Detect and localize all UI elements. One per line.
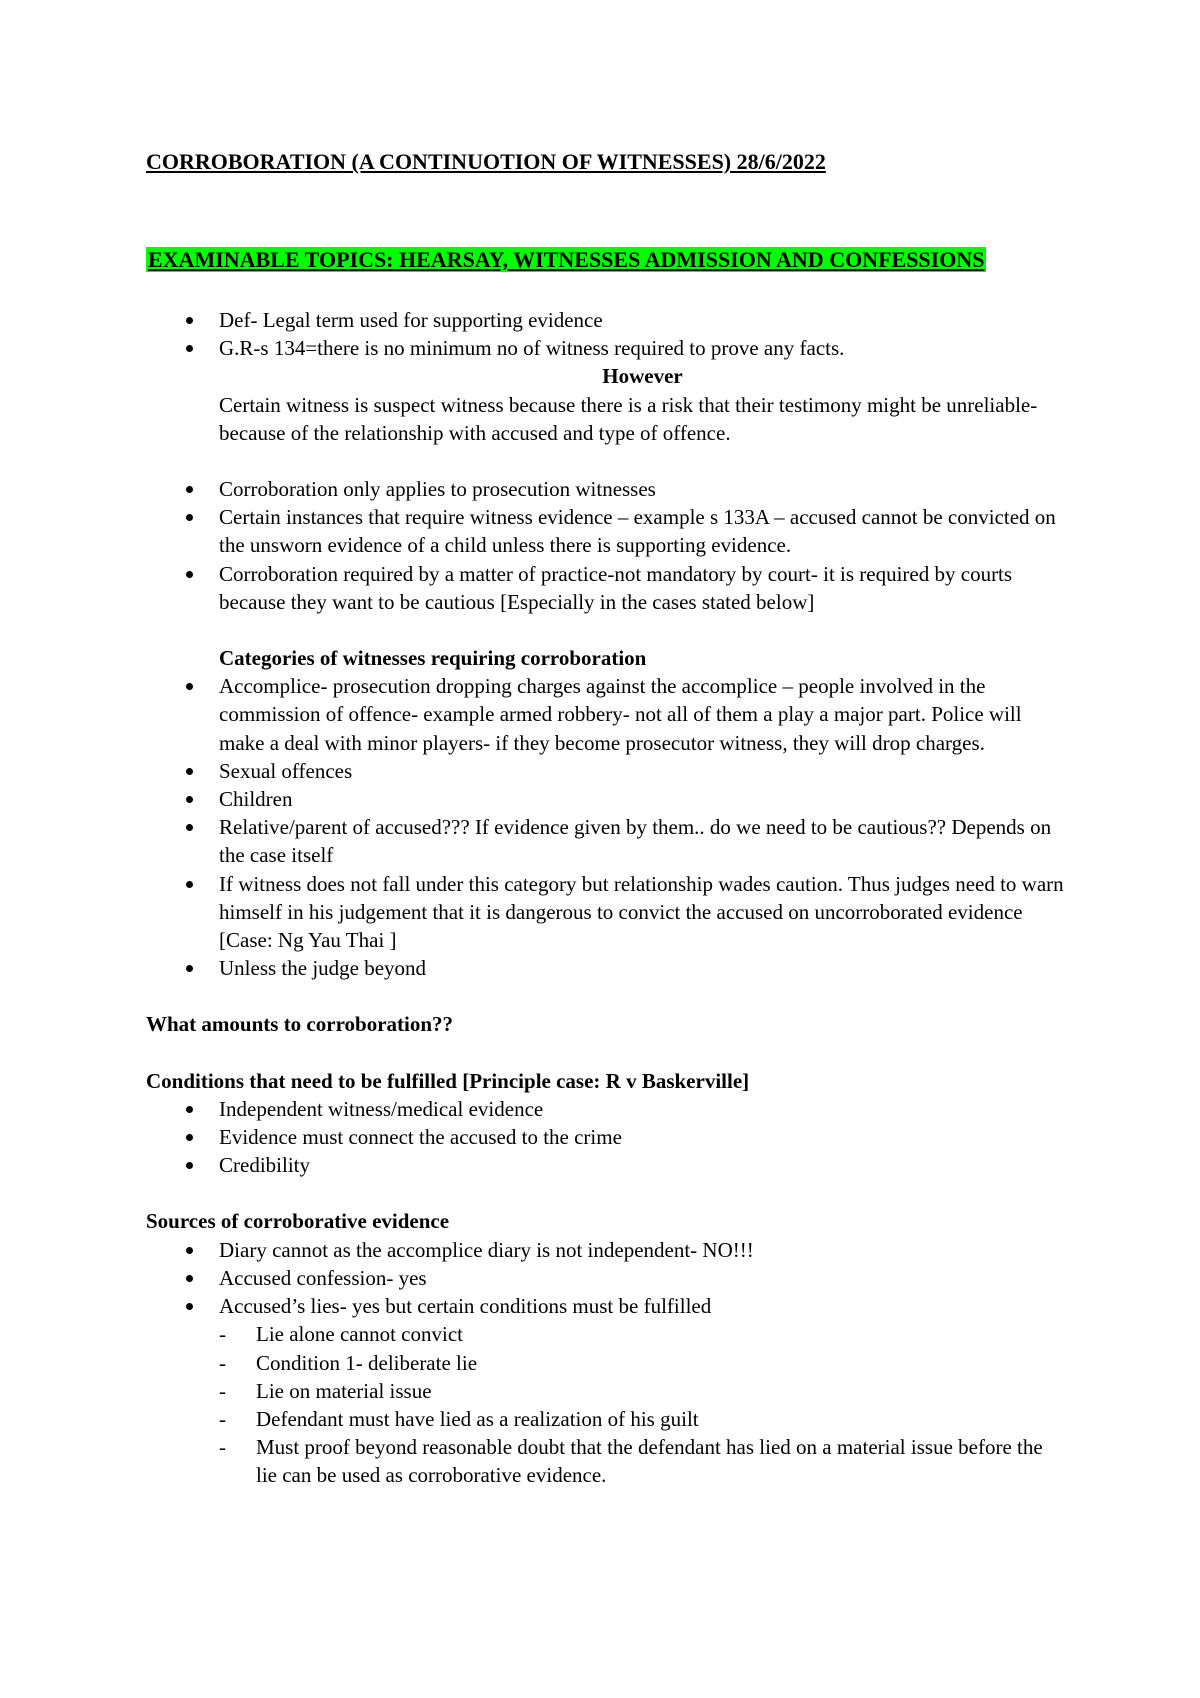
list-item: Relative/parent of accused??? If evidence given by them.. do we need to be cautious?? Depends on the case itself (146, 813, 1066, 869)
sources-heading: Sources of corroborative evidence (146, 1209, 450, 1234)
however-text: Certain witness is suspect witness because there is a risk that their testimony might be unreliable- because of the relationship with accused and type of offence. (219, 392, 1038, 445)
list-item: Unless the judge beyond (146, 954, 1066, 982)
document-body (146, 148, 1066, 1490)
examinable-topics-text: EXAMINABLE TOPICS: HEARSAY, WITNESSES ADMISSION AND CONFESSIONS (148, 247, 985, 272)
list-item: Children (146, 785, 1066, 813)
however-heading: However (602, 364, 683, 389)
rules-list (146, 475, 1066, 616)
list-item: Credibility (146, 1151, 1066, 1179)
list-item: Accomplice- prosecution dropping charges against the accomplice – people involved in the commission of offence- example armed robbery- not all of them a play a major part. Police will make a deal with minor players- if they become prosecutor witness, they will drop charges. (146, 672, 1066, 757)
what-amounts-heading: What amounts to corroboration?? (146, 1012, 454, 1037)
list-item: Independent witness/medical evidence (146, 1095, 1066, 1123)
conditions-list (146, 1095, 1066, 1180)
list-item: Accused’s lies- yes but certain conditions must be fulfilled (146, 1292, 1066, 1320)
document-title: CORROBORATION (A CONTINUOTION OF WITNESSES) 28/6/2022 (146, 149, 826, 174)
list-item: Accused confession- yes (146, 1264, 1066, 1292)
list-item: Certain instances that require witness evidence – example s 133A – accused cannot be convicted on the unsworn evidence of a child unless there is supporting evidence. (146, 503, 1066, 559)
list-item: - Defendant must have lied as a realization of his guilt (146, 1405, 1066, 1433)
list-item: Corroboration only applies to prosecution witnesses (146, 475, 1066, 503)
list-item: Def- Legal term used for supporting evidence (146, 306, 1066, 334)
lies-conditions-list (146, 1320, 1066, 1489)
list-item: Corroboration required by a matter of practice-not mandatory by court- it is required by courts because they want to be cautious [Especially in the cases stated below] (146, 560, 1066, 616)
intro-list (146, 306, 1066, 362)
list-item: G.R-s 134=there is no minimum no of witness required to prove any facts. (146, 334, 1066, 362)
list-item: Evidence must connect the accused to the crime (146, 1123, 1066, 1151)
list-item: - Lie on material issue (146, 1377, 1066, 1405)
conditions-heading: Conditions that need to be fulfilled [Principle case: R v Baskerville] (146, 1068, 750, 1093)
list-item: - Lie alone cannot convict (146, 1320, 1066, 1348)
sources-list (146, 1236, 1066, 1321)
list-item: - Must proof beyond reasonable doubt that the defendant has lied on a material issue before the lie can be used as corroborative evidence. (146, 1433, 1066, 1489)
categories-list (146, 672, 1066, 982)
list-item: - Condition 1- deliberate lie (146, 1349, 1066, 1377)
list-item: If witness does not fall under this category but relationship wades caution. Thus judges need to warn himself in his judgement that it is dangerous to convict the accused on uncorroborated evidence [Case: Ng Yau Thai ] (146, 870, 1066, 955)
list-item: Diary cannot as the accomplice diary is not independent- NO!!! (146, 1236, 1066, 1264)
examinable-topics (146, 244, 1066, 276)
categories-heading: Categories of witnesses requiring corroboration (219, 646, 647, 671)
list-item: Sexual offences (146, 757, 1066, 785)
